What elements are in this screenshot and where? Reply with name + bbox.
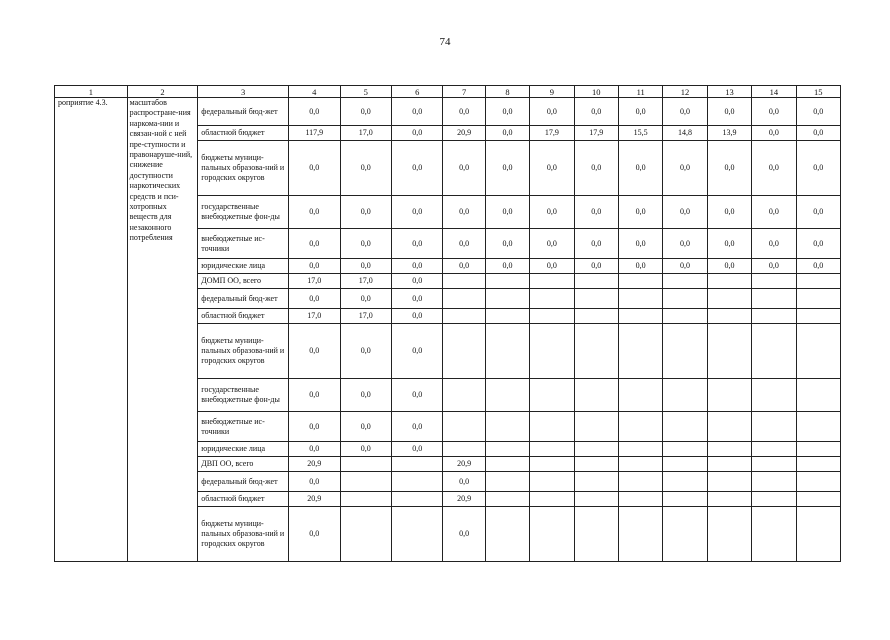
value-cell xyxy=(485,274,529,289)
column-header: 9 xyxy=(530,86,574,98)
value-cell xyxy=(443,412,485,442)
value-cell xyxy=(752,412,796,442)
value-cell: 17,0 xyxy=(340,309,391,324)
value-cell xyxy=(443,274,485,289)
value-cell xyxy=(663,442,707,457)
value-cell xyxy=(340,507,391,562)
value-cell: 0,0 xyxy=(443,196,485,229)
value-cell xyxy=(663,492,707,507)
value-cell xyxy=(752,324,796,379)
value-cell xyxy=(485,309,529,324)
value-cell xyxy=(574,309,618,324)
value-cell: 0,0 xyxy=(391,259,442,274)
value-cell xyxy=(485,507,529,562)
value-cell xyxy=(485,492,529,507)
value-cell xyxy=(530,507,574,562)
measure-description: масштабов распростране-ния наркома-нии и связан-ной с ней пре-ступности и правонаруше-ний, снижение доступности наркотических средств и пси-хотропных веществ для незаконного потребления xyxy=(127,98,198,562)
value-cell: 20,9 xyxy=(443,457,485,472)
value-cell: 0,0 xyxy=(391,274,442,289)
value-cell: 0,0 xyxy=(796,259,840,274)
value-cell: 0,0 xyxy=(340,196,391,229)
value-cell: 0,0 xyxy=(485,126,529,141)
value-cell: 0,0 xyxy=(340,229,391,259)
value-cell xyxy=(340,472,391,492)
funding-source: бюджеты муници-пальных образова-ний и городских округов xyxy=(198,507,289,562)
value-cell xyxy=(707,274,751,289)
value-cell: 17,0 xyxy=(289,309,340,324)
value-cell xyxy=(443,309,485,324)
value-cell: 0,0 xyxy=(530,229,574,259)
value-cell xyxy=(530,457,574,472)
value-cell: 0,0 xyxy=(618,98,662,126)
value-cell xyxy=(391,507,442,562)
value-cell xyxy=(618,472,662,492)
value-cell xyxy=(752,289,796,309)
value-cell: 0,0 xyxy=(391,289,442,309)
column-header: 12 xyxy=(663,86,707,98)
column-header: 1 xyxy=(55,86,128,98)
value-cell xyxy=(707,324,751,379)
value-cell xyxy=(796,412,840,442)
value-cell: 0,0 xyxy=(485,259,529,274)
value-cell: 0,0 xyxy=(340,379,391,412)
value-cell xyxy=(707,492,751,507)
value-cell xyxy=(707,507,751,562)
value-cell: 0,0 xyxy=(796,196,840,229)
value-cell xyxy=(663,457,707,472)
value-cell: 0,0 xyxy=(574,259,618,274)
value-cell: 0,0 xyxy=(289,196,340,229)
funding-source: бюджеты муници-пальных образова-ний и городских округов xyxy=(198,324,289,379)
value-cell xyxy=(530,274,574,289)
value-cell xyxy=(707,379,751,412)
value-cell xyxy=(530,309,574,324)
value-cell xyxy=(707,309,751,324)
value-cell: 0,0 xyxy=(443,259,485,274)
funding-source: юридические лица xyxy=(198,442,289,457)
value-cell xyxy=(796,457,840,472)
value-cell xyxy=(618,289,662,309)
value-cell xyxy=(618,324,662,379)
funding-source: государственные внебюджетные фон-ды xyxy=(198,196,289,229)
value-cell: 0,0 xyxy=(391,309,442,324)
funding-source: внебюджетные ис-точники xyxy=(198,412,289,442)
value-cell xyxy=(485,412,529,442)
value-cell xyxy=(663,309,707,324)
value-cell: 0,0 xyxy=(707,196,751,229)
value-cell: 0,0 xyxy=(663,259,707,274)
value-cell xyxy=(574,412,618,442)
value-cell xyxy=(574,274,618,289)
value-cell: 0,0 xyxy=(618,229,662,259)
value-cell: 0,0 xyxy=(530,196,574,229)
value-cell: 0,0 xyxy=(391,126,442,141)
header-row xyxy=(55,86,841,98)
value-cell: 0,0 xyxy=(707,259,751,274)
value-cell xyxy=(443,289,485,309)
value-cell: 0,0 xyxy=(707,229,751,259)
value-cell: 0,0 xyxy=(289,98,340,126)
value-cell xyxy=(796,324,840,379)
page-number: 74 xyxy=(439,36,451,48)
column-header: 7 xyxy=(443,86,485,98)
value-cell: 0,0 xyxy=(443,507,485,562)
value-cell xyxy=(391,472,442,492)
value-cell: 0,0 xyxy=(443,98,485,126)
value-cell: 0,0 xyxy=(485,98,529,126)
column-header: 8 xyxy=(485,86,529,98)
value-cell: 0,0 xyxy=(796,141,840,196)
value-cell: 0,0 xyxy=(443,472,485,492)
value-cell: 0,0 xyxy=(289,507,340,562)
value-cell: 0,0 xyxy=(707,141,751,196)
value-cell: 20,9 xyxy=(443,126,485,141)
value-cell: 0,0 xyxy=(663,141,707,196)
value-cell xyxy=(707,289,751,309)
value-cell: 0,0 xyxy=(289,442,340,457)
value-cell xyxy=(485,324,529,379)
value-cell: 17,9 xyxy=(574,126,618,141)
value-cell: 13,9 xyxy=(707,126,751,141)
value-cell xyxy=(796,472,840,492)
value-cell: 0,0 xyxy=(289,259,340,274)
value-cell xyxy=(618,379,662,412)
value-cell xyxy=(574,457,618,472)
column-header: 4 xyxy=(289,86,340,98)
value-cell: 0,0 xyxy=(443,229,485,259)
value-cell: 17,0 xyxy=(289,274,340,289)
value-cell xyxy=(752,309,796,324)
value-cell: 0,0 xyxy=(289,289,340,309)
budget-table xyxy=(54,85,841,562)
value-cell xyxy=(530,379,574,412)
funding-source: федеральный бюд-жет xyxy=(198,472,289,492)
column-header: 15 xyxy=(796,86,840,98)
value-cell: 0,0 xyxy=(391,141,442,196)
value-cell xyxy=(574,492,618,507)
value-cell: 0,0 xyxy=(391,229,442,259)
funding-source: бюджеты муници-пальных образова-ний и городских округов xyxy=(198,141,289,196)
value-cell xyxy=(796,274,840,289)
funding-source: внебюджетные ис-точники xyxy=(198,229,289,259)
value-cell: 0,0 xyxy=(530,98,574,126)
value-cell: 0,0 xyxy=(340,141,391,196)
value-cell xyxy=(574,324,618,379)
value-cell xyxy=(618,492,662,507)
value-cell xyxy=(485,472,529,492)
column-header: 14 xyxy=(752,86,796,98)
value-cell: 0,0 xyxy=(340,98,391,126)
value-cell xyxy=(752,442,796,457)
value-cell xyxy=(443,324,485,379)
value-cell xyxy=(485,442,529,457)
value-cell: 0,0 xyxy=(752,259,796,274)
value-cell: 0,0 xyxy=(340,259,391,274)
value-cell: 0,0 xyxy=(289,229,340,259)
value-cell xyxy=(391,492,442,507)
funding-source: ДОМП ОО, всего xyxy=(198,274,289,289)
value-cell xyxy=(796,442,840,457)
value-cell xyxy=(618,274,662,289)
value-cell xyxy=(707,442,751,457)
value-cell: 0,0 xyxy=(752,229,796,259)
value-cell: 0,0 xyxy=(663,229,707,259)
funding-source: государственные внебюджетные фон-ды xyxy=(198,379,289,412)
value-cell: 0,0 xyxy=(340,412,391,442)
value-cell: 0,0 xyxy=(289,412,340,442)
funding-source: областной бюджет xyxy=(198,492,289,507)
funding-source: федеральный бюд-жет xyxy=(198,289,289,309)
value-cell: 20,9 xyxy=(443,492,485,507)
value-cell xyxy=(796,289,840,309)
value-cell xyxy=(618,457,662,472)
value-cell: 0,0 xyxy=(796,98,840,126)
funding-source: областной бюджет xyxy=(198,309,289,324)
value-cell xyxy=(340,492,391,507)
value-cell: 0,0 xyxy=(574,196,618,229)
value-cell xyxy=(574,379,618,412)
value-cell: 0,0 xyxy=(443,141,485,196)
value-cell: 0,0 xyxy=(391,412,442,442)
value-cell: 0,0 xyxy=(340,289,391,309)
value-cell xyxy=(443,442,485,457)
value-cell xyxy=(574,289,618,309)
value-cell: 0,0 xyxy=(618,141,662,196)
value-cell: 15,5 xyxy=(618,126,662,141)
value-cell xyxy=(530,492,574,507)
column-header: 13 xyxy=(707,86,751,98)
value-cell xyxy=(485,289,529,309)
value-cell: 0,0 xyxy=(618,196,662,229)
value-cell xyxy=(707,412,751,442)
value-cell: 0,0 xyxy=(574,98,618,126)
funding-source: областной бюджет xyxy=(198,126,289,141)
value-cell xyxy=(663,507,707,562)
value-cell: 0,0 xyxy=(391,379,442,412)
value-cell: 0,0 xyxy=(752,126,796,141)
value-cell xyxy=(663,324,707,379)
value-cell xyxy=(752,492,796,507)
funding-source: юридические лица xyxy=(198,259,289,274)
column-header: 5 xyxy=(340,86,391,98)
table-row xyxy=(55,98,841,126)
value-cell xyxy=(752,457,796,472)
value-cell xyxy=(530,472,574,492)
value-cell xyxy=(796,507,840,562)
value-cell: 117,9 xyxy=(289,126,340,141)
column-header: 3 xyxy=(198,86,289,98)
value-cell xyxy=(663,412,707,442)
value-cell: 20,9 xyxy=(289,457,340,472)
value-cell xyxy=(796,492,840,507)
value-cell: 0,0 xyxy=(340,442,391,457)
value-cell: 20,9 xyxy=(289,492,340,507)
value-cell xyxy=(485,457,529,472)
value-cell xyxy=(752,379,796,412)
value-cell xyxy=(752,507,796,562)
value-cell: 0,0 xyxy=(707,98,751,126)
funding-source: федеральный бюд-жет xyxy=(198,98,289,126)
value-cell: 0,0 xyxy=(530,141,574,196)
value-cell: 14,8 xyxy=(663,126,707,141)
value-cell xyxy=(340,457,391,472)
value-cell: 0,0 xyxy=(289,472,340,492)
value-cell: 0,0 xyxy=(752,196,796,229)
value-cell xyxy=(574,507,618,562)
value-cell: 0,0 xyxy=(391,196,442,229)
value-cell xyxy=(707,457,751,472)
value-cell: 0,0 xyxy=(752,141,796,196)
value-cell xyxy=(752,472,796,492)
value-cell xyxy=(391,457,442,472)
value-cell xyxy=(663,379,707,412)
value-cell: 0,0 xyxy=(574,229,618,259)
value-cell: 0,0 xyxy=(485,229,529,259)
value-cell: 0,0 xyxy=(391,442,442,457)
value-cell: 0,0 xyxy=(485,196,529,229)
value-cell xyxy=(574,442,618,457)
value-cell xyxy=(485,379,529,412)
value-cell: 0,0 xyxy=(340,324,391,379)
value-cell xyxy=(663,472,707,492)
value-cell xyxy=(530,412,574,442)
measure-label: роприятие 4.3. xyxy=(55,98,128,562)
value-cell xyxy=(796,309,840,324)
column-header: 2 xyxy=(127,86,198,98)
value-cell xyxy=(443,379,485,412)
value-cell: 0,0 xyxy=(289,324,340,379)
value-cell: 0,0 xyxy=(618,259,662,274)
value-cell: 17,0 xyxy=(340,126,391,141)
value-cell xyxy=(618,507,662,562)
value-cell xyxy=(618,412,662,442)
value-cell xyxy=(663,289,707,309)
value-cell: 0,0 xyxy=(796,126,840,141)
value-cell xyxy=(796,379,840,412)
value-cell xyxy=(574,472,618,492)
value-cell xyxy=(663,274,707,289)
column-header: 11 xyxy=(618,86,662,98)
value-cell xyxy=(530,442,574,457)
value-cell xyxy=(618,442,662,457)
column-header: 10 xyxy=(574,86,618,98)
value-cell xyxy=(707,472,751,492)
value-cell: 0,0 xyxy=(752,98,796,126)
value-cell: 17,9 xyxy=(530,126,574,141)
value-cell xyxy=(530,289,574,309)
value-cell: 0,0 xyxy=(663,196,707,229)
value-cell xyxy=(618,309,662,324)
column-header: 6 xyxy=(391,86,442,98)
value-cell: 0,0 xyxy=(530,259,574,274)
value-cell: 0,0 xyxy=(485,141,529,196)
value-cell: 17,0 xyxy=(340,274,391,289)
value-cell: 0,0 xyxy=(663,98,707,126)
value-cell: 0,0 xyxy=(796,229,840,259)
value-cell: 0,0 xyxy=(574,141,618,196)
value-cell: 0,0 xyxy=(289,379,340,412)
funding-source: ДВП ОО, всего xyxy=(198,457,289,472)
value-cell: 0,0 xyxy=(289,141,340,196)
value-cell xyxy=(752,274,796,289)
value-cell: 0,0 xyxy=(391,324,442,379)
value-cell: 0,0 xyxy=(391,98,442,126)
value-cell xyxy=(530,324,574,379)
